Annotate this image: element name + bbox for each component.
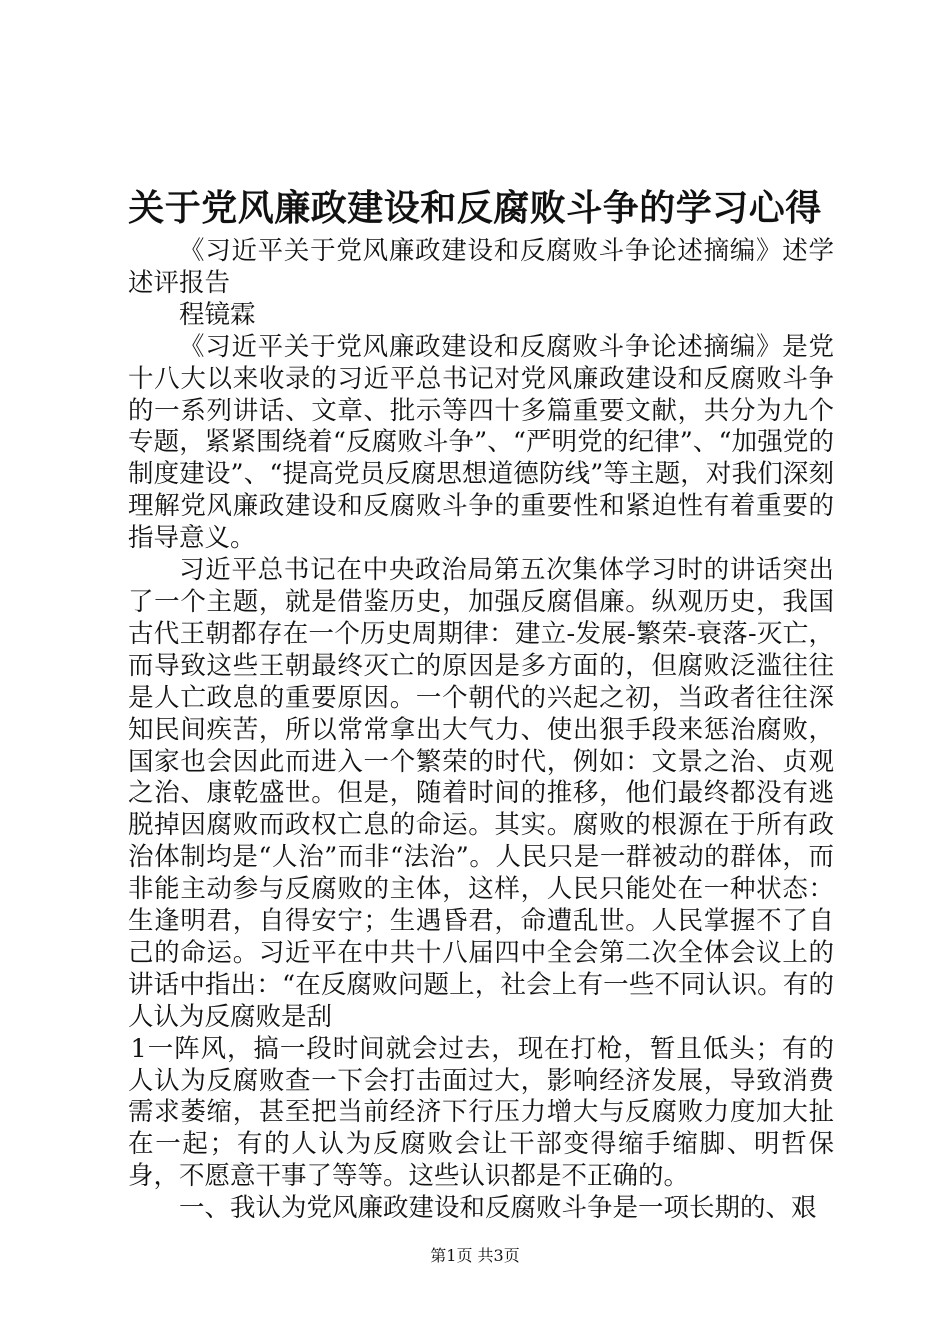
page-footer: 第1页 共3页: [430, 1246, 520, 1265]
body-paragraph: 一、我认为党风廉政建设和反腐败斗争是一项长期的、艰: [179, 1193, 817, 1224]
body-paragraph: 1一阵风，搞一段时间就会过去，现在打枪，暂且低头；有的人认为反腐败查一下会打击面过大，影响经济发展，导致消费需求萎缩，甚至把当前经济下行压力增大与反腐败力度加大扯在一起；有的人认为反腐败会让干部变得缩手缩脚、明哲保身，不愿意干事了等等。这些认识都是不正确的。: [128, 1033, 834, 1192]
report-subtitle-paragraph: 《习近平关于党风廉政建设和反腐败斗争论述摘编》述学述评报告: [128, 236, 834, 298]
document-title: 关于党风廉政建设和反腐败斗争的学习心得: [128, 187, 822, 229]
body-paragraph: 习近平总书记在中央政治局第五次集体学习时的讲话突出了一个主题，就是借鉴历史，加强反腐倡廉。纵观历史，我国古代王朝都存在一个历史周期律：建立-发展-繁荣-衰落-灭亡，而导致这些王朝最终灭亡的原因是多方面的，但腐败泛滥往往是人亡政息的重要原因。一个朝代的兴起之初，当政者往往深知民间疾苦，所以常常拿出大气力、使出狠手段来惩治腐败，国家也会因此而进入一个繁荣的时代，例如：文景之治、贞观之治、康乾盛世。但是，随着时间的推移，他们最终都没有逃脱掉因腐败而政权亡息的命运。其实。腐败的根源在于所有政治体制均是“人治”而非“法治”。人民只是一群被动的群体，而非能主动参与反腐败的主体，这样，人民只能处在一种状态：生逢明君，自得安宁；生遇昏君，命遭乱世。人民掌握不了自己的命运。习近平在中共十八届四中全会第二次全体会议上的讲话中指出：“在反腐败问题上，社会上有一些不同认识。有的人认为反腐败是刮: [128, 555, 834, 1032]
document-body: [128, 236, 834, 1225]
body-paragraph: 《习近平关于党风廉政建设和反腐败斗争论述摘编》是党十八大以来收录的习近平总书记对党风廉政建设和反腐败斗争的一系列讲话、文章、批示等四十多篇重要文献，共分为九个专题，紧紧围绕着“反腐败斗争”、“严明党的纪律”、“加强党的制度建设”、“提高党员反腐思想道德防线”等主题，对我们深刻理解党风廉政建设和反腐败斗争的重要性和紧迫性有着重要的指导意义。: [128, 331, 834, 554]
author-name: 程镜霖: [179, 299, 256, 330]
